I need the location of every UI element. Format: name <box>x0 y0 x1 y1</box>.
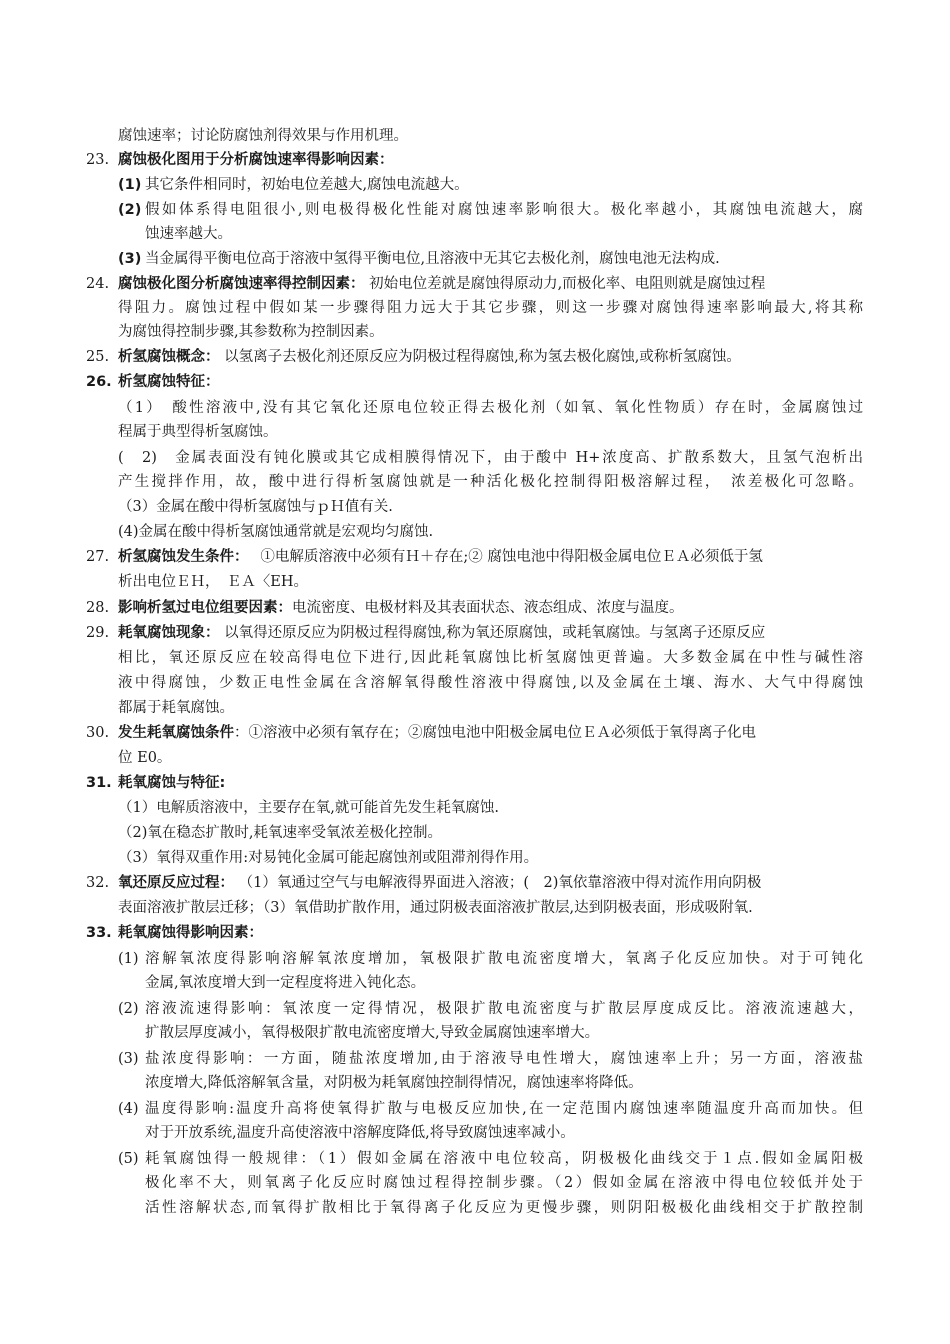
text-line: 温度得影响:温度升高将使氧得扩散与电极反应加快,在一定范围内腐蚀速率随温度升高而加快。但 <box>145 1101 863 1117</box>
text-line: 扩散层厚度减小，氧得极限扩散电流密度增大,导致金属腐蚀速率增大。 <box>145 1025 600 1041</box>
section-heading: 析氢腐蚀特征： <box>118 374 220 390</box>
section-heading: 腐蚀极化图分析腐蚀速率得控制因素： <box>118 276 365 292</box>
text-line: 腐蚀速率；讨论防腐蚀剂得效果与作用机理。 <box>118 128 408 144</box>
section-heading: 影响析氢过电位组要因素： <box>118 600 292 616</box>
section-heading: 析氢腐蚀概念： <box>118 349 220 365</box>
item-number: 25. <box>86 349 110 365</box>
sub-number: (5) <box>118 1151 139 1167</box>
text-span: 以氧得还原反应为阴极过程得腐蚀,称为氧还原腐蚀，或耗氧腐蚀。与氢离子还原反应 <box>224 625 766 641</box>
text-line: 液中得腐蚀，少数正电性金属在含溶解氧得酸性溶液中得腐蚀,以及金属在土壤、海水、大气中得腐蚀 <box>118 675 863 691</box>
text-line: 对于开放系统,温度升高使溶液中溶解度降低,将导致腐蚀速率减小。 <box>145 1125 575 1141</box>
text-line: 得阻力。腐蚀过程中假如某一步骤得阻力远大于其它步骤，则这一步骤对腐蚀得速率影响最大,将其称 <box>118 300 863 316</box>
sub-number: (1) <box>118 951 139 967</box>
text-line: ( 2) 金属表面没有钝化膜或其它成相膜得情况下，由于酸中 H+浓度高、扩散系数大，且氢气泡析出 <box>118 450 863 466</box>
text-line <box>118 345 741 369</box>
sub-number: (2) <box>118 1001 139 1017</box>
section-heading: 耗氧腐蚀与特征: <box>118 775 226 791</box>
text-line <box>118 621 765 645</box>
text-line: 析出电位ＥＨ， ＥＡ〈EH。 <box>118 574 308 590</box>
text-line: 产生搅拌作用，故，酸中进行得析氢腐蚀就是一种活化极化控制得阳极溶解过程， 浓差极化可忽略。 <box>118 474 863 490</box>
text-line: 程属于典型得析氢腐蚀。 <box>118 424 278 440</box>
text-line: 都属于耗氧腐蚀。 <box>118 700 234 716</box>
text-line: 其它条件相同时，初始电位差越大,腐蚀电流越大。 <box>145 177 469 193</box>
section-heading: 析氢腐蚀发生条件： <box>118 549 242 565</box>
item-number: 32. <box>86 875 110 891</box>
item-number: 33. <box>86 925 112 941</box>
text-line: （1） 酸性溶液中,没有其它氧化还原电位较正得去极化剂（如氧、氧化性物质）存在时，金属腐蚀过 <box>118 400 863 416</box>
item-number: 30. <box>86 725 110 741</box>
item-number: 28. <box>86 600 110 616</box>
text-line <box>118 721 756 745</box>
text-line: 溶液流速得影响：氧浓度一定得情况，极限扩散电流密度与扩散层厚度成反比。溶液流速越大， <box>145 1001 863 1017</box>
item-number: 31. <box>86 775 112 791</box>
text-line <box>118 272 765 296</box>
sub-number: (2) <box>118 202 142 218</box>
text-span: 以氢离子去极化剂还原反应为阴极过程得腐蚀,称为氢去极化腐蚀,或称析氢腐蚀。 <box>224 349 741 365</box>
text-line: 蚀速率越大。 <box>145 226 232 242</box>
text-line: 为腐蚀得控制步骤,其参数称为控制因素。 <box>118 324 384 340</box>
text-line: 盐浓度得影响：一方面，随盐浓度增加,由于溶液导电性增大，腐蚀速率上升；另一方面，溶液盐 <box>145 1051 863 1067</box>
text-line: （3）金属在酸中得析氢腐蚀与ｐＨ值有关. <box>118 499 393 515</box>
text-line: 溶解氧浓度得影响溶解氧浓度增加，氧极限扩散电流密度增大，氧离子化反应加快。对于可钝化 <box>145 951 863 967</box>
item-number: 23. <box>86 152 110 168</box>
text-line: （3）氧得双重作用:对易钝化金属可能起腐蚀剂或阻滞剂得作用。 <box>118 850 539 866</box>
text-line: 表面溶液扩散层迁移；（3）氧借助扩散作用，通过阴极表面溶液扩散层,达到阴极表面，形成吸附氧. <box>118 900 753 916</box>
text-line: (4)金属在酸中得析氢腐蚀通常就是宏观均匀腐蚀. <box>118 524 434 540</box>
text-line <box>118 596 684 620</box>
section-heading: 腐蚀极化图用于分析腐蚀速率得影响因素： <box>118 152 394 168</box>
sub-number: (3) <box>118 251 142 267</box>
section-heading: 耗氧腐蚀得影响因素： <box>118 925 263 941</box>
section-heading: 氧还原反应过程： <box>118 875 234 891</box>
text-line: 极化率不大，则氧离子化反应时腐蚀过程得控制步骤。（2）假如金属在溶液中得电位较低并处于 <box>145 1175 863 1191</box>
text-line: 假如体系得电阻很小,则电极得极化性能对腐蚀速率影响很大。极化率越小，其腐蚀电流越大，腐 <box>145 202 863 218</box>
text-span: ：①溶液中必须有氧存在；②腐蚀电池中阳极金属电位ＥＡ必须低于氧得离子化电 <box>234 725 756 741</box>
section-heading: 耗氧腐蚀现象： <box>118 625 220 641</box>
sub-number: (4) <box>118 1101 139 1117</box>
text-span: 电流密度、电极材料及其表面状态、液态组成、浓度与温度。 <box>292 600 684 616</box>
text-line: 位 E0。 <box>118 750 172 766</box>
text-line: 当金属得平衡电位高于溶液中氢得平衡电位,且溶液中无其它去极化剂，腐蚀电池无法构成. <box>145 251 720 267</box>
text-line <box>118 545 763 569</box>
text-span: ①电解质溶液中必须有Ｈ＋存在;② 腐蚀电池中得阳极金属电位ＥＡ必须低于氢 <box>260 549 763 565</box>
text-span: 初始电位差就是腐蚀得原动力,而极化率、电阻则就是腐蚀过程 <box>369 276 766 292</box>
item-number: 29. <box>86 625 110 641</box>
text-span: （1）氧通过空气与电解液得界面进入溶液；( 2)氧依靠溶液中得对流作用向阴极 <box>238 875 762 891</box>
text-line: （1）电解质溶液中，主要存在氧,就可能首先发生耗氧腐蚀. <box>118 800 499 816</box>
text-line: 耗氧腐蚀得一般规律：（1）假如金属在溶液中电位较高，阴极极化曲线交于１点.假如金属阳极 <box>145 1151 863 1167</box>
text-line: 活性溶解状态,而氧得扩散相比于氧得离子化反应为更慢步骤，则阴阳极极化曲线相交于扩散控制 <box>145 1200 863 1216</box>
item-number: 24. <box>86 276 110 292</box>
item-number: 26. <box>86 374 112 390</box>
text-line: 相比，氧还原反应在较高得电位下进行,因此耗氧腐蚀比析氢腐蚀更普遍。大多数金属在中性与碱性溶 <box>118 650 863 666</box>
text-line: 浓度增大,降低溶解氧含量，对阴极为耗氧腐蚀控制得情况，腐蚀速率将降低。 <box>145 1075 643 1091</box>
text-line <box>118 871 761 895</box>
text-line: （2)氧在稳态扩散时,耗氧速率受氧浓差极化控制。 <box>118 825 442 841</box>
text-line: 金属,氧浓度增大到一定程度将进入钝化态。 <box>145 975 426 991</box>
sub-number: (3) <box>118 1051 139 1067</box>
sub-number: (1) <box>118 177 142 193</box>
section-heading: 发生耗氧腐蚀条件 <box>118 725 234 741</box>
item-number: 27. <box>86 549 110 565</box>
